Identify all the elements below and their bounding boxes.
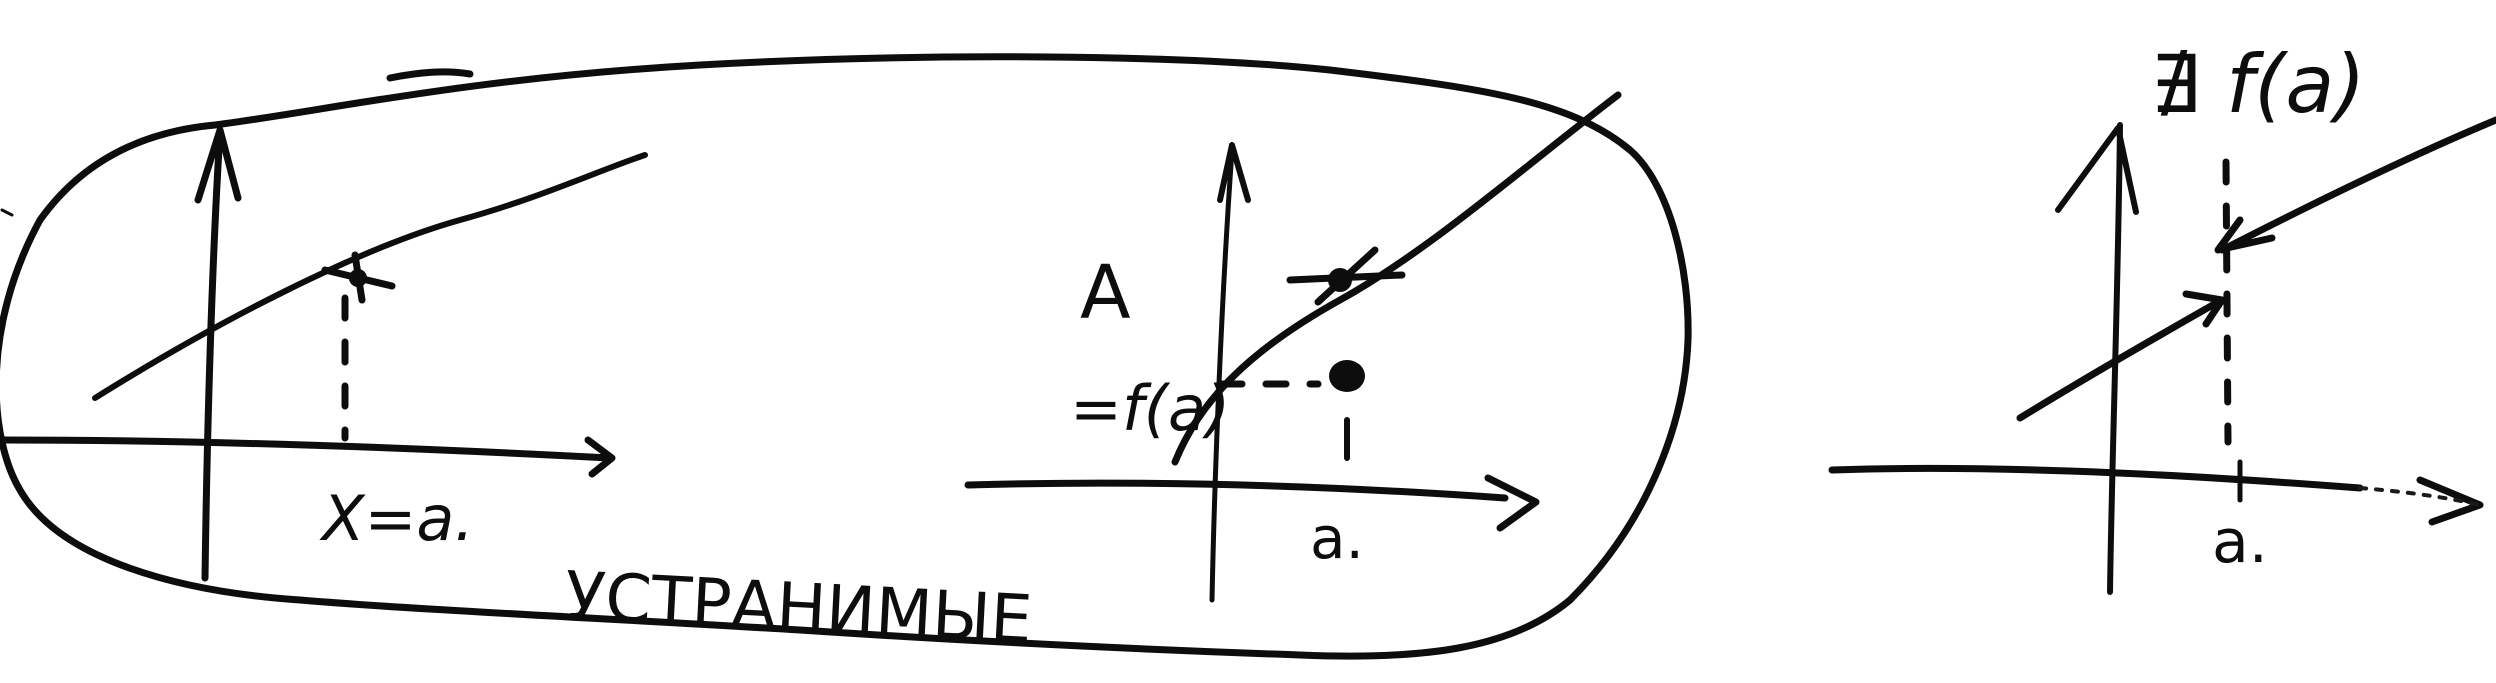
graph2-point-label: A — [1080, 250, 1131, 336]
margin-tick — [2, 210, 12, 215]
enclosing-loop — [0, 57, 1688, 659]
graph3-y-axis-arrowhead — [2058, 128, 2136, 212]
loop-stroke-overlap — [390, 72, 470, 78]
graph1-x-axis — [5, 440, 610, 458]
graph-1 — [5, 130, 645, 578]
graph3-x-label: a. — [2212, 507, 2268, 577]
region-caption: УСТРАНИМЫЕ — [563, 557, 1035, 659]
graph2-filled-point — [1329, 360, 1365, 392]
graph2-x-axis-arrowhead — [1488, 478, 1536, 528]
graph1-y-axis — [205, 132, 220, 578]
graph1-x-label: X=a. — [322, 482, 475, 555]
graph3-dashed-guide — [2226, 162, 2228, 442]
graph-3 — [1832, 38, 2496, 592]
graph1-curve — [95, 155, 645, 398]
graph2-x-label: a. — [1310, 504, 1364, 572]
graph2-y-axis-arrowhead — [1220, 145, 1248, 200]
graph2-value-label: =f(a) — [1070, 372, 1231, 445]
graph1-point-mark — [325, 255, 392, 300]
graph2-x-axis — [968, 483, 1505, 498]
graph3-right-branch — [2222, 120, 2496, 250]
graph3-x-axis — [1832, 468, 2360, 488]
graph-2 — [968, 95, 1618, 600]
graph3-not-exists-label: ∄ f(a) — [2150, 38, 2366, 131]
